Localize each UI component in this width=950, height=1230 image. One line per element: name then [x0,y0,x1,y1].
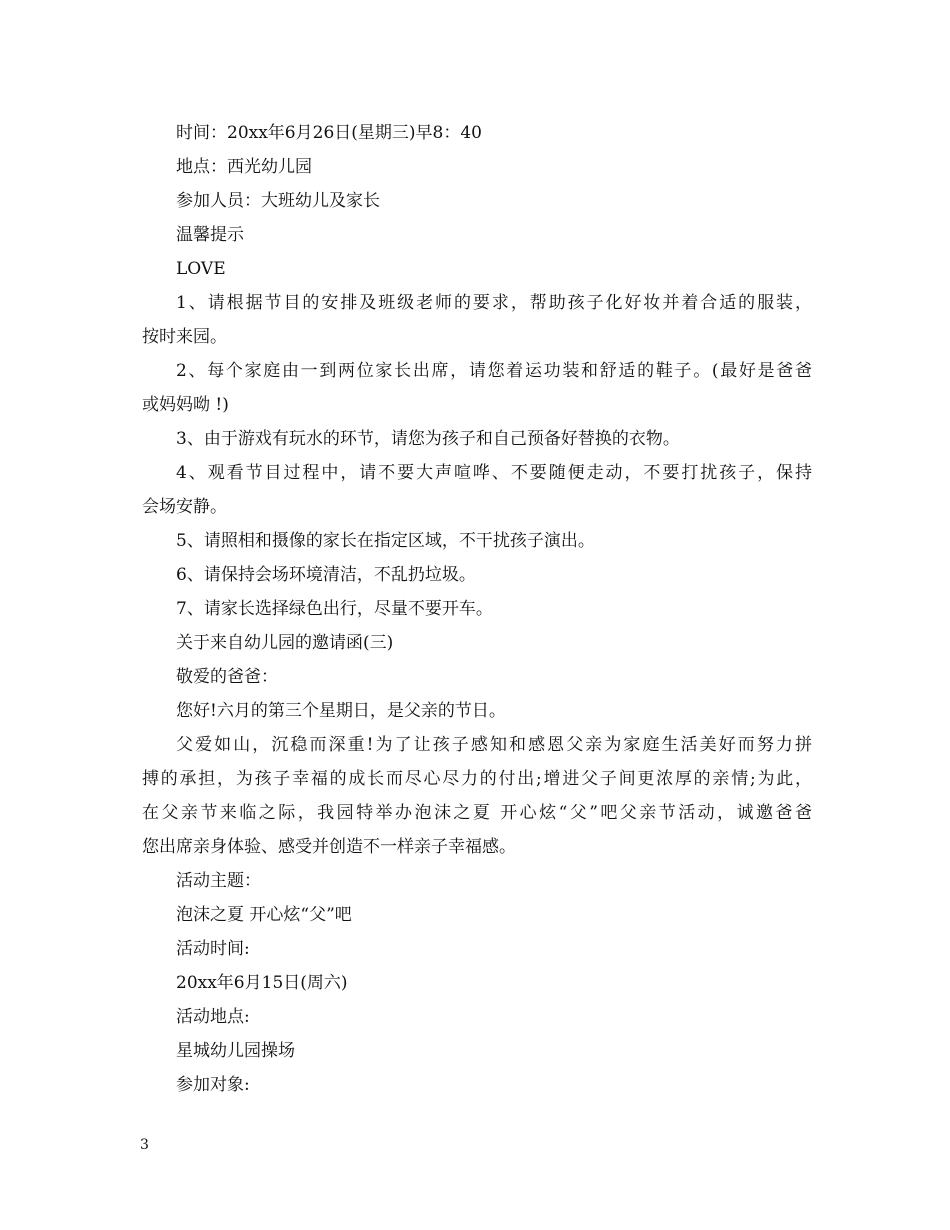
text-line: 活动时间: [176,939,250,959]
text-line: 时间：20xx年6月26日(星期三)早8：40 [176,123,482,143]
text-line: 搏的承担，为孩子幸福的成长而尽心尽力的付出;增进父子间更浓厚的亲情;为此， [142,769,812,789]
text-line: 泡沫之夏 开心炫“父”吧 [176,905,352,925]
document-body [142,116,812,1102]
text-line: 或妈妈呦 !) [142,395,229,415]
text-line: 敬爱的爸爸： [176,667,278,687]
text-line: 3、由于游戏有玩水的环节，请您为孩子和自己预备好替换的衣物。 [176,429,680,449]
text-line: 按时来园。 [142,327,227,347]
text-line: 参加人员：大班幼儿及家长 [176,191,380,211]
text-line: 活动地点: [176,1007,250,1027]
text-line: 4、观看节目过程中，请不要大声喧哗、不要随便走动，不要打扰孩子，保持 [176,463,812,483]
text-line: 在父亲节来临之际，我园特举办泡沫之夏 开心炫“父”吧父亲节活动，诚邀爸爸 [142,803,812,823]
text-line: 温馨提示 [176,225,244,245]
text-line: 您好!六月的第三个星期日，是父亲的节日。 [176,701,506,721]
text-line: 星城幼儿园操场 [176,1041,295,1061]
text-line: 2、每个家庭由一到两位家长出席，请您着运功装和舒适的鞋子。(最好是爸爸 [176,361,812,381]
text-line: 关于来自幼儿园的邀请函(三) [176,633,394,653]
text-line: LOVE [176,259,226,279]
text-line: 6、请保持会场环境清洁，不乱扔垃圾。 [176,565,476,585]
page-number: 3 [140,1137,149,1153]
text-line: 您出席亲身体验、感受并创造不一样亲子幸福感。 [142,837,516,857]
text-line: 地点：西光幼儿园 [176,157,312,177]
text-line: 活动主题： [176,871,261,891]
text-line: 参加对象: [176,1075,250,1095]
text-line: 7、请家长选择绿色出行，尽量不要开车。 [176,599,493,619]
text-line: 父爱如山，沉稳而深重!为了让孩子感知和感恩父亲为家庭生活美好而努力拼 [176,735,812,755]
text-line: 20xx年6月15日(周六) [176,973,348,993]
text-line: 1、请根据节目的安排及班级老师的要求，帮助孩子化好妆并着合适的服装， [176,293,812,313]
text-line: 会场安静。 [142,497,227,517]
text-line: 5、请照相和摄像的家长在指定区域，不干扰孩子演出。 [176,531,595,551]
